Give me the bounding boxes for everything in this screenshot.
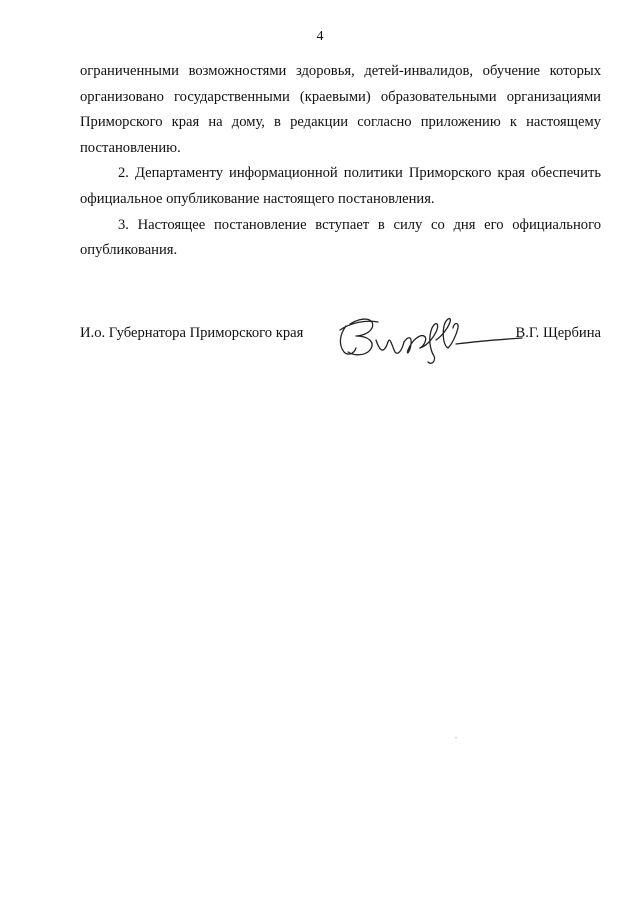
page-number: 4 xyxy=(316,29,324,44)
paragraph-continuation: ограниченными возможностями здоровья, детей-инвалидов, обучение которых организовано государственными (краевыми) образовательными организациями Приморского края на дому, в редакции согласно приложению к настоящему постановлению. xyxy=(80,63,601,156)
paragraph-item-3: 3. Настоящее постановление вступает в силу со дня его официального опубликования. xyxy=(80,216,601,259)
handwritten-signature xyxy=(332,306,532,376)
document-body xyxy=(80,59,601,264)
paragraph-item-2: 2. Департаменту информационной политики Приморского края обеспечить официальное опубликование настоящего постановления. xyxy=(80,165,601,207)
signature-block xyxy=(80,306,601,376)
signatory-position: И.о. Губернатора Приморского края xyxy=(80,325,304,341)
scan-speck xyxy=(455,737,457,738)
signatory-name: В.Г. Щербина xyxy=(515,325,601,341)
